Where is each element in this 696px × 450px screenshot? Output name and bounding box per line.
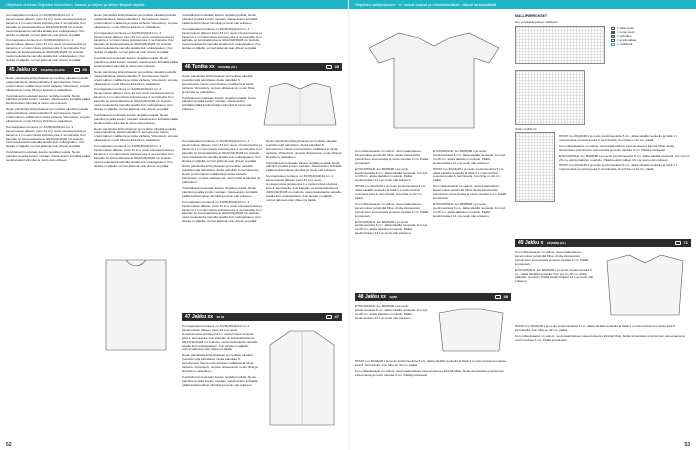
legend-swatch xyxy=(611,31,615,34)
pattern-46-number: 49 xyxy=(334,64,339,69)
p46-text-2: Vuorittaisesti neulotaan kaulus nurjalla puolella. Neulo palmikot ja jatka kuvion mukaan. Kaula-aukon kohdalla päätä keskimmäiset silmukat ja neulo olat erikseen. xyxy=(182,95,256,112)
jacket-49-body xyxy=(607,255,683,315)
left-col2-text-7: Neulo palmikoita kiristyshaavan ja merkitse oikealla puolella neljä palmikkoa. Aloita palmikko 5. kerroksessa. Neulo ensimmäinen mallikerta ja toista vaiheita. Viimeistely: ompele olkasaumat, neulo hihat ja kiinnitä ne paikoilleen. xyxy=(94,126,178,143)
pattern-48-header xyxy=(355,293,511,301)
legend-text: = nurja neule xyxy=(617,30,635,34)
legend-list xyxy=(611,26,691,46)
pattern-46-title: 46 Tunika xx xyxy=(185,64,215,70)
legend-swatch xyxy=(611,27,615,30)
pattern-49-header xyxy=(515,239,691,247)
p46-text-1: Neulo palmikoita kiristyshaavan ja merkitse oikealla puolella neljä palmikkoa. Aloita palmikko 5. kerroksessa. Neulo ensimmäinen mallikerta ja toista vaiheita. Viimeistely: ompele olkasaumat, neulo hihat ja kiinnitä ne paikoilleen. xyxy=(182,75,255,94)
right-column-4 xyxy=(515,325,691,345)
left-col3b-text-3: Vuorittaisesti neulotaan kaulus nurjalla puolella. Neulo palmikot ja jatka kuvion mukaan. Kaula-aukon kohdalla päätä keskimmäiset silmukat ja neulo olat erikseen. xyxy=(182,185,258,198)
right-col3-text-2: Kun mittauskaavio on valmis, neulo kaarrokkeen kavennukset ja kiinnitä hihat. Aloita silmukoiden poimiminen etureunasta ja neulo nauhaa 3 cm. Päätä joustavasti. xyxy=(559,143,675,152)
pattern-49-number: 71 xyxy=(683,240,688,245)
pattern-49-size: XS(S/M)L(XL) xyxy=(546,241,566,245)
legend-text: = palmikko xyxy=(617,34,632,38)
jacket-47-svg xyxy=(262,325,342,435)
pattern-47-header xyxy=(182,313,342,321)
right-col1-text-3: HIHAT: luo 40(44)48 s ja neulo joustinneuletta 5 cm. Jatka sileällä neuleella ja lisää 1 s molemmissa reunoissa joka 6. kerroksella. Kun hiha on 42 cm, päätä. xyxy=(355,184,427,200)
left-column-2 xyxy=(94,14,178,171)
pattern-48-size: S(M)L xyxy=(389,295,398,299)
left-col3b-text-2: Neulo palmikoita kiristyshaavan ja merkitse oikealla puolella neljä palmikkoa. Aloita palmikko 5. kerroksessa. Neulo ensimmäinen mallikerta ja toista vaiheita. Viimeistely: ompele olkasaumat, neulo hihat ja kiinnitä ne paikoilleen. xyxy=(182,164,261,185)
knitting-chart-1 xyxy=(515,26,605,64)
knitting-chart-2 xyxy=(515,70,585,125)
left-col3b-text-4: Kun kappaleen korkeus on 32(36)40(42)44 cm, 2 kavennuksen jälkeen (noin 34 cm) neulo sivusaumoissa ja kavenna 1 s molemmissa sivuissa joka 4. kerroksella. Kun kappale on kokonaiskorkeus 40(42)44(46)48 cm kudottu, neulo kaulanauha samalla tavalla kuin etukappaleen. Kun lankaa on jäljellä, ommel jatkuvat osat yhteen ja päätä. xyxy=(182,199,262,224)
right-col4-text: HIHAT: luo 40(44)48 s ja neulo joustinneuletta 5 cm. Jatka sileällä neuleella ja lisää 1 s molemmissa reunoissa joka 6. kerroksella. Kun hiha on 42 cm, päätä. xyxy=(515,325,676,332)
pattern-46-text xyxy=(182,75,256,114)
left-col2-text: Neulo palmikoita kiristyshaavan ja merkitse oikealla puolella neljä palmikkoa. Aloita palmikko 5. kerroksessa. Neulo ensimmäinen mallikerta ja toista vaiheita. Viimeistely: ompele olkasaumat, neulo hihat ja kiinnitä ne paikoilleen. xyxy=(94,14,178,29)
camera-icon xyxy=(326,315,332,319)
left-col1-text-4: Neulo palmikoita kiristyshaavan ja merkitse oikealla puolella neljä palmikkoa. Aloita palmikko 5. kerroksessa. Neulo ensimmäinen mallikerta ja toista vaiheita. Viimeistely: ompele olkasaumat, neulo hihat ja kiinnitä ne paikoilleen. xyxy=(6,107,90,123)
pattern-45-size: XS(S/M)L(XL)XXL xyxy=(40,67,66,72)
right-col2-text-3: Kun mittauskaavio on valmis, neulo kaarrokkeen kavennukset ja kiinnitä hihat. Aloita silmukoiden poimiminen etureunasta ja neulo nauhaa 3 cm. Päätä joustavasti. xyxy=(433,184,507,200)
left-col1-text-3: Vuorittaisesti neulotaan kaulus nurjalla puolella. Neulo palmikot ja jatka kuvion mukaan. Kaula-aukon kohdalla päätä keskimmäiset silmukat ja neulo olat erikseen. xyxy=(6,93,90,106)
pattern-47-number: 47 xyxy=(334,314,339,319)
tunic-schematic-svg xyxy=(258,75,342,135)
right-column-2 xyxy=(433,150,507,221)
pattern-47-size: 36-44 xyxy=(216,315,225,319)
right-page-number: 53 xyxy=(684,442,690,448)
pattern-47-text xyxy=(182,325,258,390)
legend-item xyxy=(611,42,691,46)
left-col1-text-repeat: Kun kappaleen korkeus on 32(36)40(42)44 cm, 2 kavennuksen jälkeen (noin 34 cm) neulo sivusaumoissa ja kavenna 1 s molemmissa sivuissa joka 4. kerroksella. Kun kappale on kokonaiskorkeus 40(42)44(46)48 cm kudottu, neulo kaulanauha samalla tavalla kuin etukappaleen. Kun lankaa on jäljellä, ommel jatkuvat osat yhteen ja päätä. xyxy=(6,38,86,62)
pattern-48-text-a xyxy=(355,305,429,323)
camera-icon xyxy=(74,68,80,72)
jacket-48-svg xyxy=(433,305,509,355)
p47-text-3: Vuorittaisesti neulotaan kaulus nurjalla puolella. Neulo palmikot ja jatka kuvion mukaan. Kaula-aukon kohdalla päätä keskimmäiset silmukat ja neulo olat erikseen. xyxy=(182,374,258,387)
jacket-45-svg xyxy=(96,250,176,360)
p47-text-1: Kun kappaleen korkeus on 32(36)40(42)44 cm, 2 kavennuksen jälkeen (noin 34 cm) neulo sivusaumoissa ja kavenna 1 s molemmissa sivuissa joka 4. kerroksella. Kun kappale on kokonaiskorkeus 40(42)44(46)48 cm kudottu, neulo kaulanauha samalla tavalla kuin etukappaleen. Kun lankaa on jäljellä, ommel jatkuvat osat yhteen ja päätä. xyxy=(182,325,257,352)
p49-text-1: Kun mittauskaavio on valmis, neulo kaarrokkeen kavennukset ja kiinnitä hihat. Aloita silmukoiden poimiminen etureunasta ja neulo nauhaa 3 cm. Päätä joustavasti. xyxy=(515,251,589,266)
jacket-48-schematic xyxy=(433,305,509,355)
jacket-49-schematic xyxy=(599,251,691,321)
left-col2-text-4: Neulo palmikoita kiristyshaavan ja merkitse oikealla puolella neljä palmikkoa. Aloita palmikko 5. kerroksessa. Neulo ensimmäinen mallikerta ja toista vaiheita. Viimeistely: ompele olkasaumat, neulo hihat ja kiinnitä ne paikoilleen. xyxy=(94,69,178,86)
sweater-svg xyxy=(359,18,509,138)
p48-text-3: Kun mittauskaavio on valmis, neulo kaarrokkeen kavennukset ja kiinnitä hihat. Aloita silmukoiden poimiminen etureunasta ja neulo nauhaa 3 cm. Päätä joustavasti. xyxy=(355,368,505,377)
left-col3-text-2: Kun kappaleen korkeus on 32(36)40(42)44 cm, 2 kavennuksen jälkeen (noin 34 cm) neulo sivusaumoissa ja kavenna 1 s molemmissa sivuissa joka 4. kerroksella. Kun kappale on kokonaiskorkeus 40(42)44(46)48 cm kudottu, neulo kaulanauha samalla tavalla kuin etukappaleen. Kun lankaa on jäljellä, ommel jatkuvat osat yhteen ja päätä. xyxy=(182,26,262,51)
left-column-3b xyxy=(182,140,262,226)
tunic-schematic xyxy=(258,75,342,135)
legend-swatch xyxy=(611,39,615,42)
right-col2-text-4: ETUKAPPALE: luo 80(88)96 s ja neulo joustinneuletta 6 cm. Jatka sileällä neuleella. Kun työ on 28 cm, aloita pääntien muotoilu. Päätä keskimmäiset 14 s ja neulo olat erikseen. xyxy=(433,201,506,218)
knitting-chart-3 xyxy=(515,132,555,202)
pattern-48-text-b xyxy=(355,360,509,380)
left-col4-text-2: Vuorittaisesti neulotaan kaulus nurjalla puolella. Neulo palmikot ja jatka kuvion mukaan. Kaula-aukon kohdalla päätä keskimmäiset silmukat ja neulo olat erikseen. xyxy=(266,160,342,173)
right-col1-text-4: Kun mittauskaavio on valmis, neulo kaarrokkeen kavennukset ja kiinnitä hihat. Aloita silmukoiden poimiminen etureunasta ja neulo nauhaa 3 cm. Päätä joustavasti. xyxy=(355,201,429,218)
jacket-45-body xyxy=(106,260,166,350)
jacket-48-body xyxy=(439,309,503,351)
legend-block xyxy=(515,14,691,24)
right-col3-text-3: ETUKAPPALE: luo 80(88)96 s ja neulo joustinneuletta 6 cm. Jatka sileällä neuleella. Kun työ on 28 cm, aloita pääntien muotoilu. Päätä keskimmäiset 14 s ja neulo olat erikseen. xyxy=(559,153,690,162)
right-header: Ohjeiden selityksineen · n · tarkat kaavat ja erikoistekniikat · oikeat lankamäärät xyxy=(349,0,696,9)
pattern-45-title: 45 Jakku xx xyxy=(9,66,38,73)
right-col1-text-5: ETUKAPPALE: luo 80(88)96 s ja neulo joustinneuletta 6 cm. Jatka sileällä neuleella. Kun työ on 28 cm, aloita pääntien muotoilu. Päätä keskimmäiset 14 s ja neulo olat erikseen. xyxy=(355,219,428,236)
left-column-4 xyxy=(266,140,342,205)
pattern-45-header xyxy=(6,66,90,74)
left-col2-text-2: Kun kappaleen korkeus on 32(36)40(42)44 cm, 2 kavennuksen jälkeen (noin 34 cm) neulo sivusaumoissa ja kavenna 1 s molemmissa sivuissa joka 4. kerroksella. Kun kappale on kokonaiskorkeus 40(42)44(46)48 cm kudottu, neulo kaulanauha samalla tavalla kuin etukappaleen. Kun lankaa on jäljellä, ommel jatkuvat osat yhteen ja päätä. xyxy=(94,30,174,55)
jacket-49-svg xyxy=(599,251,691,321)
right-col3-text-4: HIHAT: luo 40(44)48 s ja neulo joustinneuletta 5 cm. Jatka sileällä neuleella ja lisää 1 s molemmissa reunoissa joka 6. kerroksella. Kun hiha on 42 cm, päätä. xyxy=(559,163,678,172)
left-col4-text-3: Kun kappaleen korkeus on 32(36)40(42)44 cm, 2 kavennuksen jälkeen (noin 34 cm) neulo sivusaumoissa ja kavenna 1 s molemmissa sivuissa joka 4. kerroksella. Kun kappale on kokonaiskorkeus 40(42)44(46)48 cm kudottu, neulo kaulanauha samalla tavalla kuin etukappaleen. Kun lankaa on jäljellä, ommel jatkuvat osat yhteen ja päätä. xyxy=(266,174,341,202)
right-column-3 xyxy=(559,135,691,174)
legend-swatch xyxy=(611,43,615,46)
pattern-48-block xyxy=(355,290,511,304)
right-col1-text-2: ETUKAPPALE: luo 80(88)96 s ja neulo joustinneuletta 6 cm. Jatka sileällä neuleella. Kun työ on 28 cm, aloita pääntien muotoilu. Päätä keskimmäiset 14 s ja neulo olat erikseen. xyxy=(355,166,428,183)
left-col1-text-6: Vuorittaisesti neulotaan kaulus nurjalla puolella. Neulo palmikot ja jatka kuvion mukaan. Kaula-aukon kohdalla päätä keskimmäiset silmukat ja neulo olat erikseen. xyxy=(6,150,90,163)
left-col1-text: Kun kappaleen korkeus on 32(36)40(42)44 cm, 2 kavennuksen jälkeen (noin 34 cm) neulo sivusaumoissa ja kavenna 1 s molemmissa sivuissa joka 4. kerroksella. Kun kappale on kokonaiskorkeus 40(42)44(46)48 cm kudottu, neulo kaulanauha samalla tavalla kuin etukappaleen. Kun lankaa on jäljellä, ommel jatkuvat osat yhteen ja päätä. xyxy=(6,14,86,37)
left-column-1 xyxy=(6,14,90,165)
left-header: Ohjeiden ohessa Ohjeiden lukeminen, kaavat ja ohjeet ja siihen liittyviä ohjeita xyxy=(0,0,348,9)
pattern-46-block xyxy=(182,60,342,74)
legend-text: = mallikerta xyxy=(617,42,633,46)
legend-swatch xyxy=(611,35,615,38)
sweater-body xyxy=(369,33,499,128)
pattern-49-title: 49 Jakku x xyxy=(518,240,544,246)
sweater-schematic xyxy=(359,18,509,138)
pattern-47-title: 47 Jakku xx xyxy=(185,314,214,320)
right-col1-text: Kun mittauskaavio on valmis, neulo kaarrokkeen kavennukset ja kiinnitä hihat. Aloita silmukoiden poimiminen etureunasta ja neulo nauhaa 3 cm. Päätä joustavasti. xyxy=(355,150,429,165)
left-col1-text-2: Neulo palmikoita kiristyshaavan ja merkitse oikealla puolella neljä palmikkoa. Aloita palmikko 5. kerroksessa. Neulo ensimmäinen mallikerta ja toista vaiheita. Viimeistely: ompele olkasaumat, neulo hihat ja kiinnitä ne paikoilleen. xyxy=(6,75,90,92)
pattern-49-text xyxy=(515,251,595,286)
pattern-46-size: XS(S/M)L(XL) xyxy=(218,65,238,69)
left-column-3 xyxy=(182,14,262,53)
jacket-47-schematic xyxy=(262,325,342,435)
left-col2-text-6: Vuorittaisesti neulotaan kaulus nurjalla puolella. Neulo palmikot ja jatka kuvion mukaan. Kaula-aukon kohdalla päätä keskimmäiset silmukat ja neulo olat erikseen. xyxy=(94,112,178,125)
pattern-49-block xyxy=(515,236,691,250)
camera-icon xyxy=(675,241,681,245)
left-col3b-text: Kun kappaleen korkeus on 32(36)40(42)44 cm, 2 kavennuksen jälkeen (noin 34 cm) neulo sivusaumoissa ja kavenna 1 s molemmissa sivuissa joka 4. kerroksella. Kun kappale on kokonaiskorkeus 40(42)44(46)48 cm kudottu, neulo kaulanauha samalla tavalla kuin etukappaleen. Kun lankaa on jäljellä, ommel jatkuvat osat yhteen ja päätä. xyxy=(182,140,262,163)
right-col4-text-2: Kun mittauskaavio on valmis, neulo kaarrokkeen kavennukset ja kiinnitä hihat. Aloita silmukoiden poimiminen etureunasta ja neulo nauhaa 3 cm. Päätä joustavasti. xyxy=(515,333,685,342)
chart-label-1: Etu- ja takakappaleen mallikerta xyxy=(515,20,558,24)
left-col2-text-5: Kun kappaleen korkeus on 32(36)40(42)44 cm, 2 kavennuksen jälkeen (noin 34 cm) neulo sivusaumoissa ja kavenna 1 s molemmissa sivuissa joka 4. kerroksella. Kun kappale on kokonaiskorkeus 40(42)44(46)48 cm kudottu, neulo kaulanauha samalla tavalla kuin etukappaleen. Kun lankaa on jäljellä, ommel jatkuvat osat yhteen ja päätä. xyxy=(94,87,174,111)
legend-title: MALLIPIIRROKSET xyxy=(515,14,548,18)
pattern-46-header xyxy=(182,63,342,71)
left-col1-text-5: Kun kappaleen korkeus on 32(36)40(42)44 cm, 2 kavennuksen jälkeen (noin 34 cm) neulo sivusaumoissa ja kavenna 1 s molemmissa sivuissa joka 4. kerroksella. Kun kappale on kokonaiskorkeus 40(42)44(46)48 cm kudottu, neulo kaulanauha samalla tavalla kuin etukappaleen. Kun lankaa on jäljellä, ommel jatkuvat osat yhteen ja päätä. xyxy=(6,124,86,149)
p48-text-1: ETUKAPPALE: luo 80(88)96 s ja neulo joustinneuletta 6 cm. Jatka sileällä neuleella. Kun työ on 28 cm, aloita pääntien muotoilu. Päätä keskimmäiset 14 s ja neulo olat erikseen. xyxy=(355,305,428,320)
p47-text-2: Neulo palmikoita kiristyshaavan ja merkitse oikealla puolella neljä palmikkoa. Aloita palmikko 5. kerroksessa. Neulo ensimmäinen mallikerta ja toista vaiheita. Viimeistely: ompele olkasaumat, neulo hihat ja kiinnitä ne paikoilleen. xyxy=(182,353,258,373)
p48-text-2: HIHAT: luo 40(44)48 s ja neulo joustinneuletta 5 cm. Jatka sileällä neuleella ja lisää 1 s molemmissa reunoissa joka 6. kerroksella. Kun hiha on 42 cm, päätä. xyxy=(355,360,506,367)
pattern-48-title: 48 Jakku xx xyxy=(358,294,387,300)
right-col2-text-2: HIHAT: luo 40(44)48 s ja neulo joustinneuletta 5 cm. Jatka sileällä neuleella ja lisää 1 s molemmissa reunoissa joka 6. kerroksella. Kun hiha on 42 cm, päätä. xyxy=(433,166,505,183)
right-page xyxy=(348,0,696,450)
right-col2-text: ETUKAPPALE: luo 80(88)96 s ja neulo joustinneuletta 6 cm. Jatka sileällä neuleella. Kun työ on 28 cm, aloita pääntien muotoilu. Päätä keskimmäiset 14 s ja neulo olat erikseen. xyxy=(433,150,506,165)
right-column-1 xyxy=(355,150,429,238)
legend-text: = ei silmukkaa xyxy=(617,38,637,42)
pattern-47-block xyxy=(182,310,342,324)
left-col4-text: Neulo palmikoita kiristyshaavan ja merkitse oikealla puolella neljä palmikkoa. Aloita palmikko 5. kerroksessa. Neulo ensimmäinen mallikerta ja toista vaiheita. Viimeistely: ompele olkasaumat, neulo hihat ja kiinnitä ne paikoilleen. xyxy=(266,140,342,159)
jacket-45-schematic xyxy=(96,250,176,360)
left-col2-text-8: Kun kappaleen korkeus on 32(36)40(42)44 cm, 2 kavennuksen jälkeen (noin 34 cm) neulo sivusaumoissa ja kavenna 1 s molemmissa sivuissa joka 4. kerroksella. Kun kappale on kokonaiskorkeus 40(42)44(46)48 cm kudottu, neulo kaulanauha samalla tavalla kuin etukappaleen. Kun lankaa on jäljellä, ommel jatkuvat osat yhteen ja päätä. xyxy=(94,144,174,168)
chart-label-2: Hihan mallikerta xyxy=(515,127,537,131)
pattern-48-number: 48 xyxy=(503,294,508,299)
camera-icon xyxy=(326,65,332,69)
left-page-number: 52 xyxy=(6,442,12,448)
left-col2-text-3: Vuorittaisesti neulotaan kaulus nurjalla puolella. Neulo palmikot ja jatka kuvion mukaan. Kaula-aukon kohdalla päätä keskimmäiset silmukat ja neulo olat erikseen. xyxy=(94,56,178,68)
camera-icon xyxy=(495,295,501,299)
left-col3-text: Vuorittaisesti neulotaan kaulus nurjalla puolella. Neulo palmikot ja jatka kuvion mukaan. Kaula-aukon kohdalla päätä keskimmäiset silmukat ja neulo olat erikseen. xyxy=(182,14,258,25)
legend-text: = sileä neule xyxy=(617,26,634,30)
right-col3-text: HIHAT: luo 40(44)48 s ja neulo joustinneuletta 5 cm. Jatka sileällä neuleella ja lisää 1 s molemmissa reunoissa joka 6. kerroksella. Kun hiha on 42 cm, päätä. xyxy=(559,135,678,142)
p49-text-2: ETUKAPPALE: luo 80(88)96 s ja neulo joustinneuletta 6 cm. Jatka sileällä neuleella. Kun työ on 28 cm, aloita pääntien muotoilu. Päätä keskimmäiset 14 s ja neulo olat erikseen. xyxy=(515,267,594,284)
pattern-45-number: 50 xyxy=(82,66,87,72)
